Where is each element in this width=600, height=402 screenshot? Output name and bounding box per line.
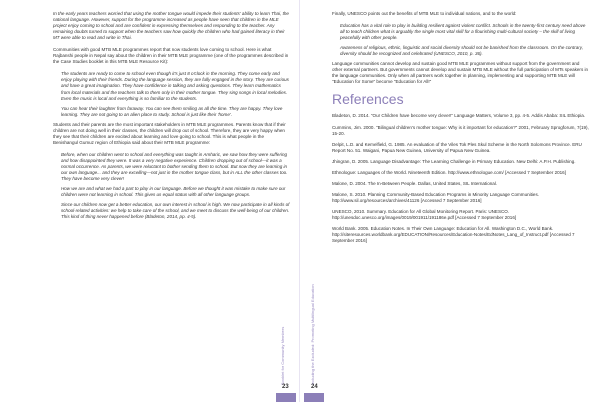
references-list: [332, 113, 590, 244]
paragraph: Language communities cannot develop and sustain good MTB MLE programmes without support from the government and other external partners. But governments cannot develop and sustain MTB MLE without the full participation of MTs speakers in the language communities. Only when all partners work together in planning, implementing and supporting MTB MLE will "Education for Some" become "Education for All!": [332, 61, 589, 85]
paragraph: In the early years teachers worried that using the mother tongue would impede their students' ability to learn Thai, the national language. However, support for the programme increased as people have seen that children in the MLE project enjoy coming to school and are confident in expressing themselves and responding to the teacher. Any remaining doubts turned to support when the teachers saw how quickly the children who had gained literacy in their MT were able to read and write in Thai.: [53, 11, 289, 41]
page-number-left: 23: [282, 384, 289, 390]
page-number-bar-left: [276, 393, 296, 402]
block-quote: The students are ready to come to school even though it's just 8 o'clock in the morning. They come early and enjoy playing with their friends. During the language session, they are fully engaged in the story. They are curious and have a great imagination. They have confidence in talking and asking questions. They learn mathematics from local materials and the teachers talk to them only in their mother tongue. They sing songs in local melodies. Even the music is local and everything is so familiar to the students.: [61, 71, 289, 101]
page-number-right: 24: [311, 384, 318, 390]
reference-item: Cummins, Jim. 2000. "Bilingual children's mother tongue: Why is it important for education?" 2001, February Sprogforum, 7(19), 15-20.: [332, 124, 589, 136]
running-footer-left: Booklet for Community Members: [280, 326, 285, 385]
reference-item: Bladeton, D. 2014. "Our Children have become very clever!" Language Matters, Volume 3, pp. 4-5. Addis Ababa: SIL Ethiopia.: [332, 113, 586, 119]
reference-item: World Bank. 2005. Education Notes. In Their Own Language: Education for All. Washington D.C., World Bank. http://siteresources.worldbank.org/EDUCATION/Resources/Education-Notes/EdNotes_Lang_of_Instruct.pdf [Accessed 7 September 2016]: [332, 226, 575, 244]
paragraph: Communities with good MTB MLE programmes report that now students love coming to school. Here is what Rajbanshi people in Nepal say about the children in their MTB MLE programme (one of the programmes described in the Case Studies booklet in this MTB MLE Resource Kit):: [53, 47, 289, 65]
reference-item: UNESCO, 2010. Summary. Education for All Global Monitoring Report. Paris: UNESCO. http://unesdoc.unesco.org/images/0019/001911/191186e.pdf [Accessed 7 September 2016]: [332, 208, 517, 220]
block-quote: You can hear their laughter from faraway. You can see them smiling as all the time. They are happy. They love learning. They are not going to an alien place to study. School is just like their 'home'.: [61, 105, 283, 117]
page-number-bar-right: [304, 393, 324, 402]
block-quote: Awareness of religious, ethnic, linguistic and social diversity should not be banished from the classroom. On the contrary, diversity should be recognized and celebrated (UNESCO, 2010, p. 36).: [340, 45, 583, 57]
paragraph: Students and their parents are the most important stakeholders in MTB MLE programmes. Parents know that if their children are not doing well in their classes, the children will drop out of school. Therefore, they are very happy when they see that their children are excited about learning and love going to school. This is what people in the Benishangul Gumuz region of Ethiopia said about their MTB MLE programme:: [53, 121, 286, 145]
reference-item: Malone, S. 2010. Planning Community-Based Education Programs in Minority Language Communities. http://www.sil.org/resources/archives/41126 [Accessed 7 September 2016]: [332, 191, 539, 203]
running-footer-right: Including the Excluded: Promoting Multilingual Education: [310, 284, 315, 385]
references-heading: References: [332, 91, 404, 108]
right-page: [300, 0, 600, 402]
block-quote: How we are and what we had a part to play in our language. Before we thought it was mistake to make sure our children were not learning in school. This gives us equal status with all other language groups.: [61, 186, 286, 198]
reference-item: Ethnologue: Languages of the World. Nineteenth Edition. http://www.ethnologue.com/ [Accessed 7 September 2016]: [332, 169, 566, 175]
block-quote: Since our children now get a better education, our own interest in school is high. We now participate in all kinds of school-related activities: we help to take care of the school, and we meet to discuss the well-being of our children. This kind of thing never happened before (Bladeton, 2014, pp. 4-5).: [61, 202, 290, 220]
reference-item: Jhingran, D. 2005. Language Disadvantage: The Learning Challenge in Primary Education. New Delhi: A.P.H. Publishing.: [332, 158, 576, 164]
block-quote: Before, when our children went to school and everything was taught in Amharic, we saw how they were suffering and how disappointed they were. It was a very negative experience. Children dropping out of school—it was a normal occurrence. As parents, we were reluctant to bother sending them to school. But now they are learning in our own language... and they are excelling—not just in the mother tongue class, but in ALL the other classes too. They have become very clever!: [61, 151, 288, 182]
reference-item: Malone, D. 2004. The In-Between People. Dallas, United States, SIL International.: [332, 180, 498, 186]
paragraph: Finally, UNESCO points out the benefits of MTB MLE to individual nations, and to the world:: [332, 11, 517, 16]
reference-item: Delpit, L.D. and Kemelfield, G. 1985. An evaluation of the Viles Tok Ples Skul Scheme in the North Solomons Province. ERU Report No. 51. Waigani, Papua New Guinea, University of Papua New Guinea.: [332, 141, 582, 153]
block-quote: Education has a vital role to play in building resilient against violent conflict. Schools in the twenty-first century need above all to teach children what is arguably the single most vital skill for a flourishing multi-cultural society – the skill of living peacefully with other people.: [340, 23, 586, 41]
